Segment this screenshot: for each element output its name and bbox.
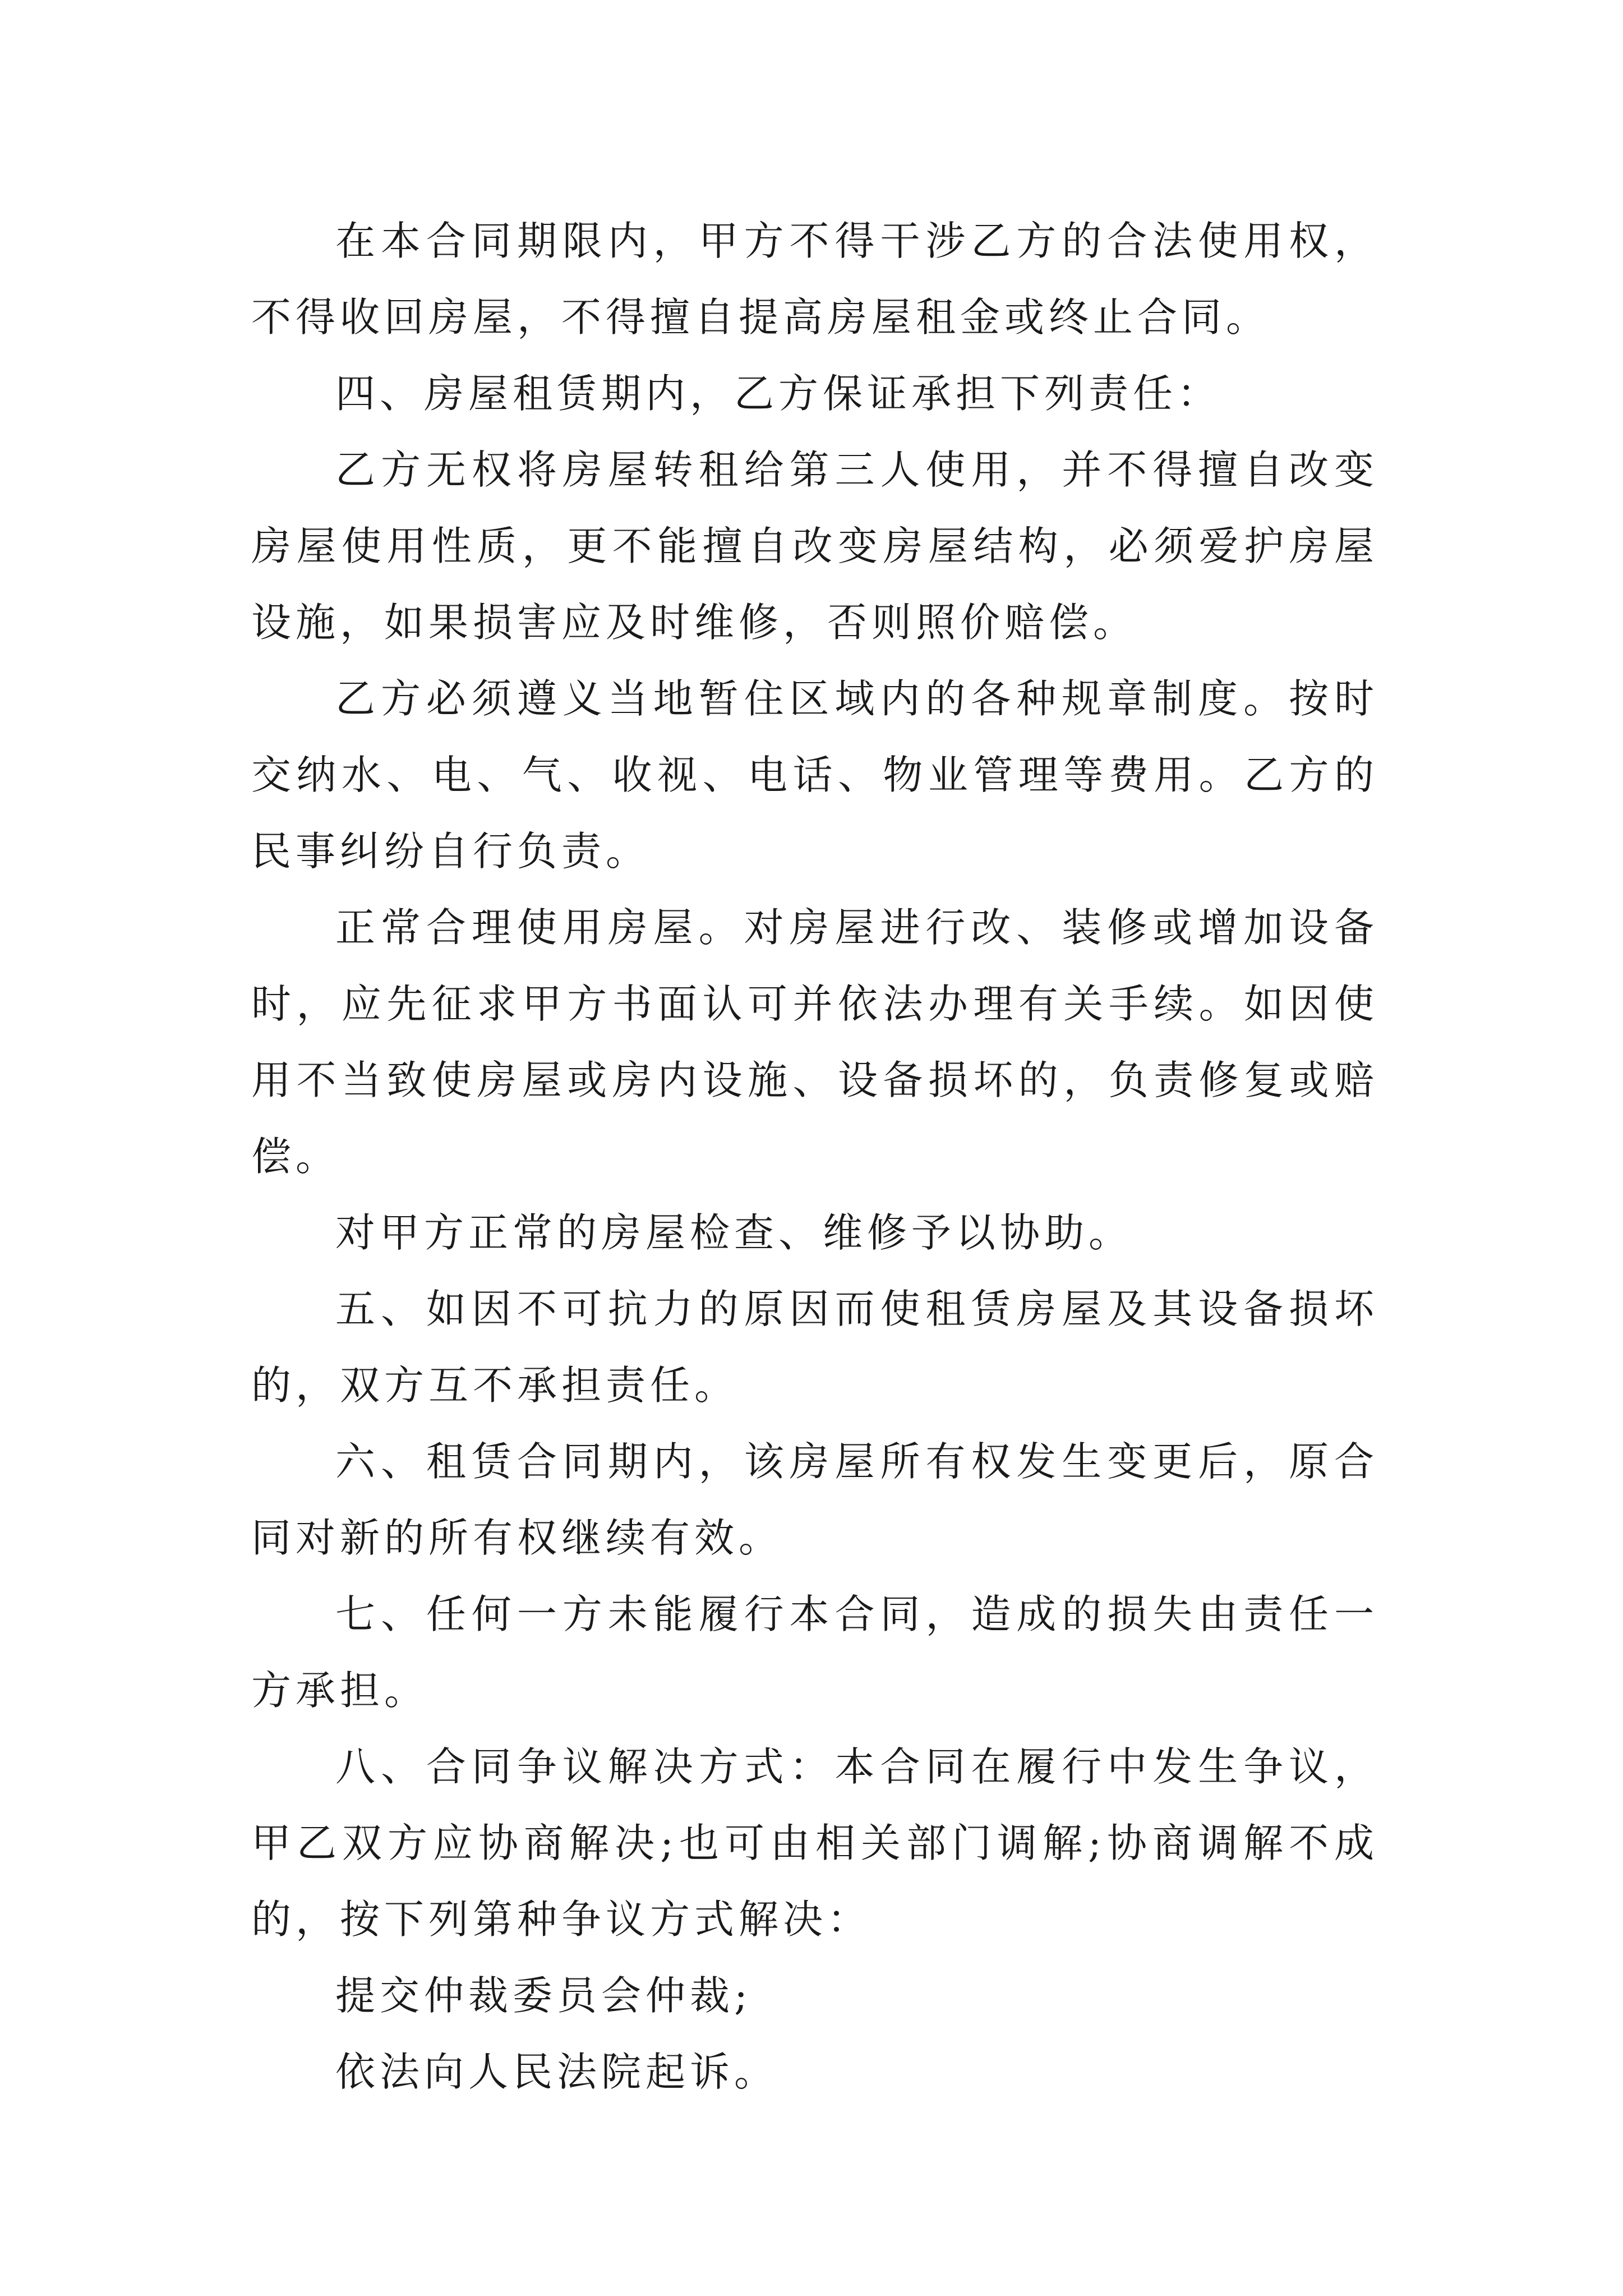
paragraph-section-8-disputes: 八、合同争议解决方式：本合同在履行中发生争议，甲乙双方应协商解决;也可由相关部门调解;协商调解不成的，按下列第种争议方式解决： xyxy=(251,1743,1378,1943)
paragraph-section-5-force-majeure: 五、如因不可抗力的原因而使租赁房屋及其设备损坏的，双方互不承担责任。 xyxy=(251,1286,1378,1409)
paragraph-section-4-heading: 四、房屋租赁期内，乙方保证承担下列责任： xyxy=(335,370,1222,417)
paragraph-section-6-ownership-change: 六、租赁合同期内，该房屋所有权发生变更后，原合同对新的所有权继续有效。 xyxy=(251,1438,1378,1561)
paragraph-local-rules: 乙方必须遵义当地暂住区域内的各种规章制度。按时交纳水、电、气、收视、电话、物业管理等费用。乙方的民事纠纷自行负责。 xyxy=(251,675,1378,875)
paragraph-arbitration: 提交仲裁委员会仲裁; xyxy=(335,1972,752,2019)
document-body xyxy=(251,203,1378,2110)
paragraph-no-sublet: 乙方无权将房屋转租给第三人使用，并不得擅自改变房屋使用性质，更不能擅自改变房屋结构，必须爱护房屋设施，如果损害应及时维修，否则照价赔偿。 xyxy=(251,447,1378,646)
paragraph-litigation: 依法向人民法院起诉。 xyxy=(335,2049,779,2095)
paragraph-section-7-liability: 七、任何一方未能履行本合同，造成的损失由责任一方承担。 xyxy=(251,1591,1378,1714)
paragraph-assist-inspection: 对甲方正常的房屋检查、维修予以协助。 xyxy=(335,1209,1133,1256)
paragraph-proper-use: 正常合理使用房屋。对房屋进行改、装修或增加设备时，应先征求甲方书面认可并依法办理有关手续。如因使用不当致使房屋或房内设施、设备损坏的，负责修复或赔偿。 xyxy=(251,904,1378,1180)
paragraph-non-interference: 在本合同期限内，甲方不得干涉乙方的合法使用权，不得收回房屋，不得擅自提高房屋租金或终止合同。 xyxy=(251,218,1378,341)
